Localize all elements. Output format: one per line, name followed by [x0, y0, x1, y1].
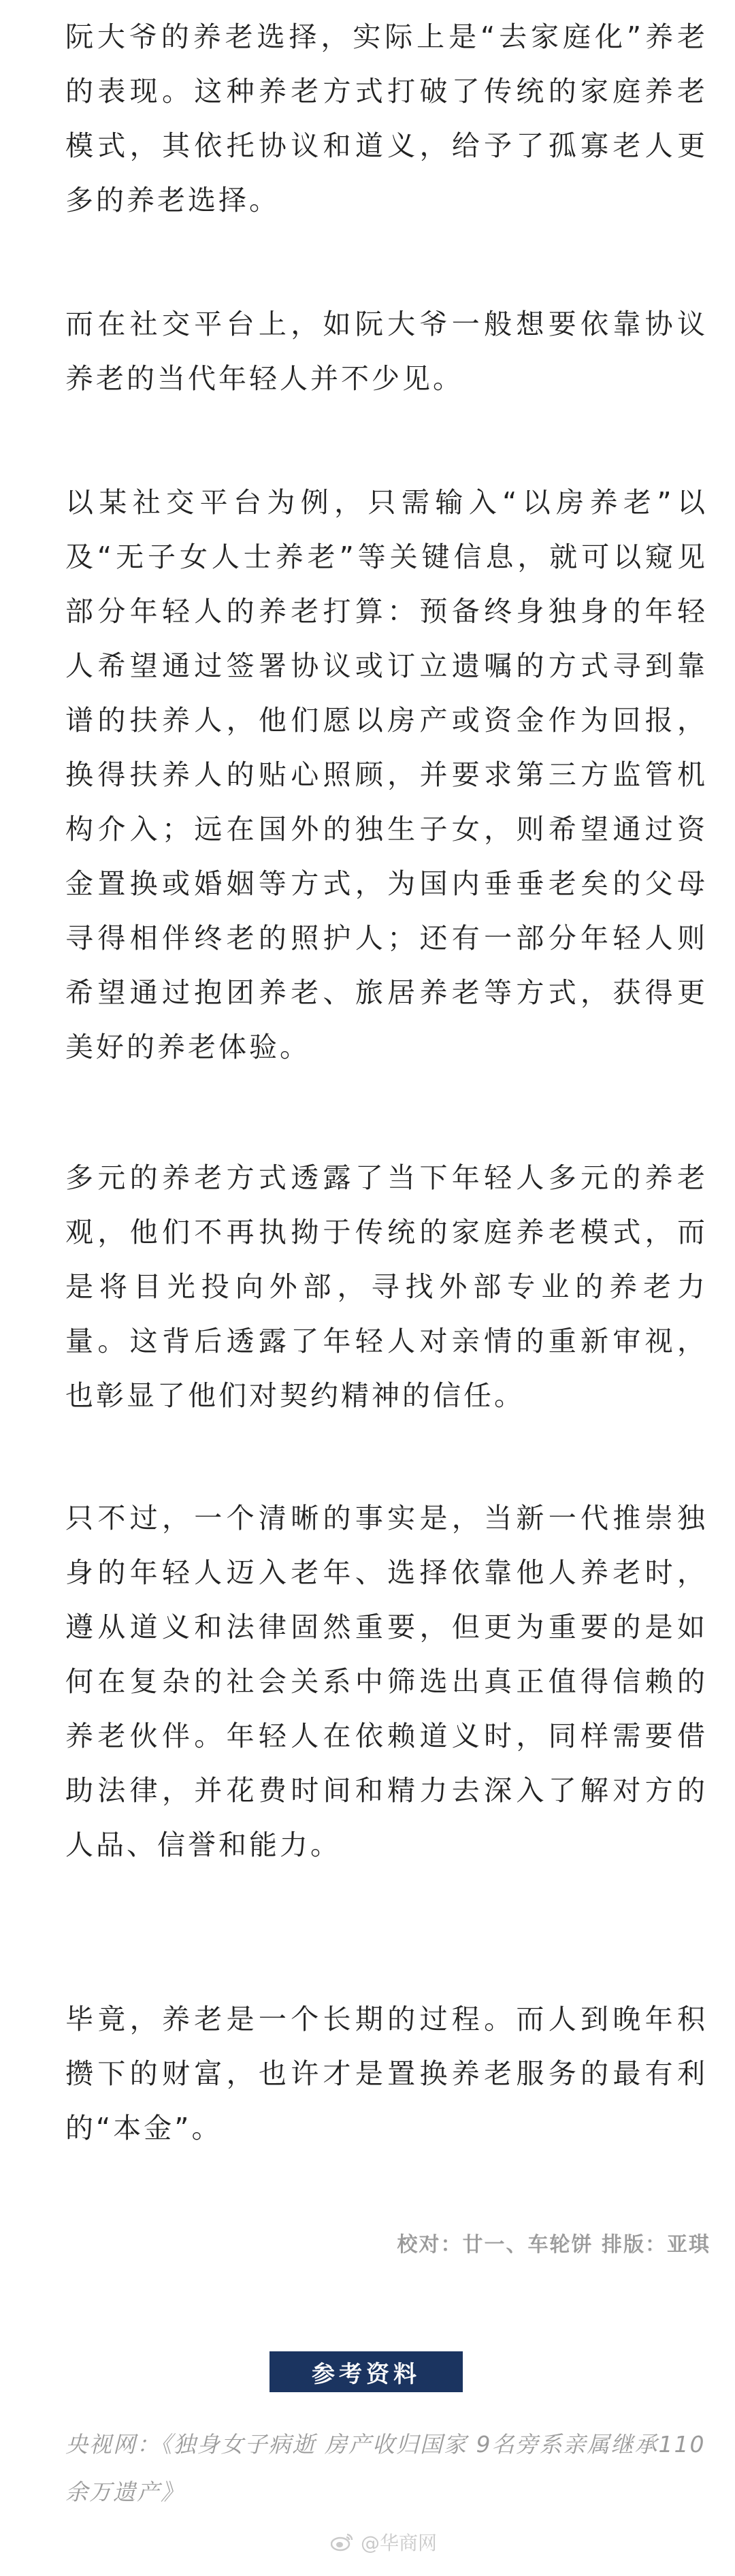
reference-header: 参考资料 [270, 2351, 463, 2392]
watermark [331, 2528, 437, 2556]
article-paragraph-5: 只不过，一个清晰的事实是，当新一代推崇独身的年轻人迈入老年、选择依靠他人养老时，遵从道义和法律固然重要，但更为重要的是如何在复杂的社会关系中筛选出真正值得信赖的养老伙伴。年轻人在依赖道义时，同样需要借助法律，并花费时间和精力去深入了解对方的人品、信誉和能力。 [65, 1502, 708, 1861]
editor-credits: 校对：廿一、车轮饼 排版：亚琪 [397, 2233, 710, 2257]
reference-text: 央视网：《独身女子病逝 房产收归国家 9名旁系亲属继承110余万遗产》 [65, 2431, 706, 2505]
article-paragraph-6: 毕竟，养老是一个长期的过程。而人到晚年积攒下的财富，也许才是置换养老服务的最有利的“本金”。 [65, 2003, 708, 2144]
article-paragraph-4: 多元的养老方式透露了当下年轻人多元的养老观，他们不再执拗于传统的家庭养老模式，而是将目光投向外部，寻找外部专业的养老力量。这背后透露了年轻人对亲情的重新审视，也彰显了他们对契约精神的信任。 [65, 1161, 708, 1412]
watermark-text: @华商网 [361, 2532, 438, 2554]
article-paragraph-2: 而在社交平台上，如阮大爷一般想要依靠协议养老的当代年轻人并不少见。 [65, 308, 708, 395]
weibo-icon [331, 2532, 354, 2551]
article-paragraph-1: 阮大爷的养老选择，实际上是“去家庭化”养老的表现。这种养老方式打破了传统的家庭养老模式，其依托协议和道义，给予了孤寡老人更多的养老选择。 [65, 20, 708, 216]
article-paragraph-3: 以某社交平台为例，只需输入“以房养老”以及“无子女人士养老”等关键信息，就可以窥见部分年轻人的养老打算：预备终身独身的年轻人希望通过签署协议或订立遗嘱的方式寻到靠谱的扶养人，他们愿以房产或资金作为回报，换得扶养人的贴心照顾，并要求第三方监管机构介入；远在国外的独生子女，则希望通过资金置换或婚姻等方式，为国内垂垂老矣的父母寻得相伴终老的照护人；还有一部分年轻人则希望通过抱团养老、旅居养老等方式，获得更美好的养老体验。 [65, 486, 708, 1063]
